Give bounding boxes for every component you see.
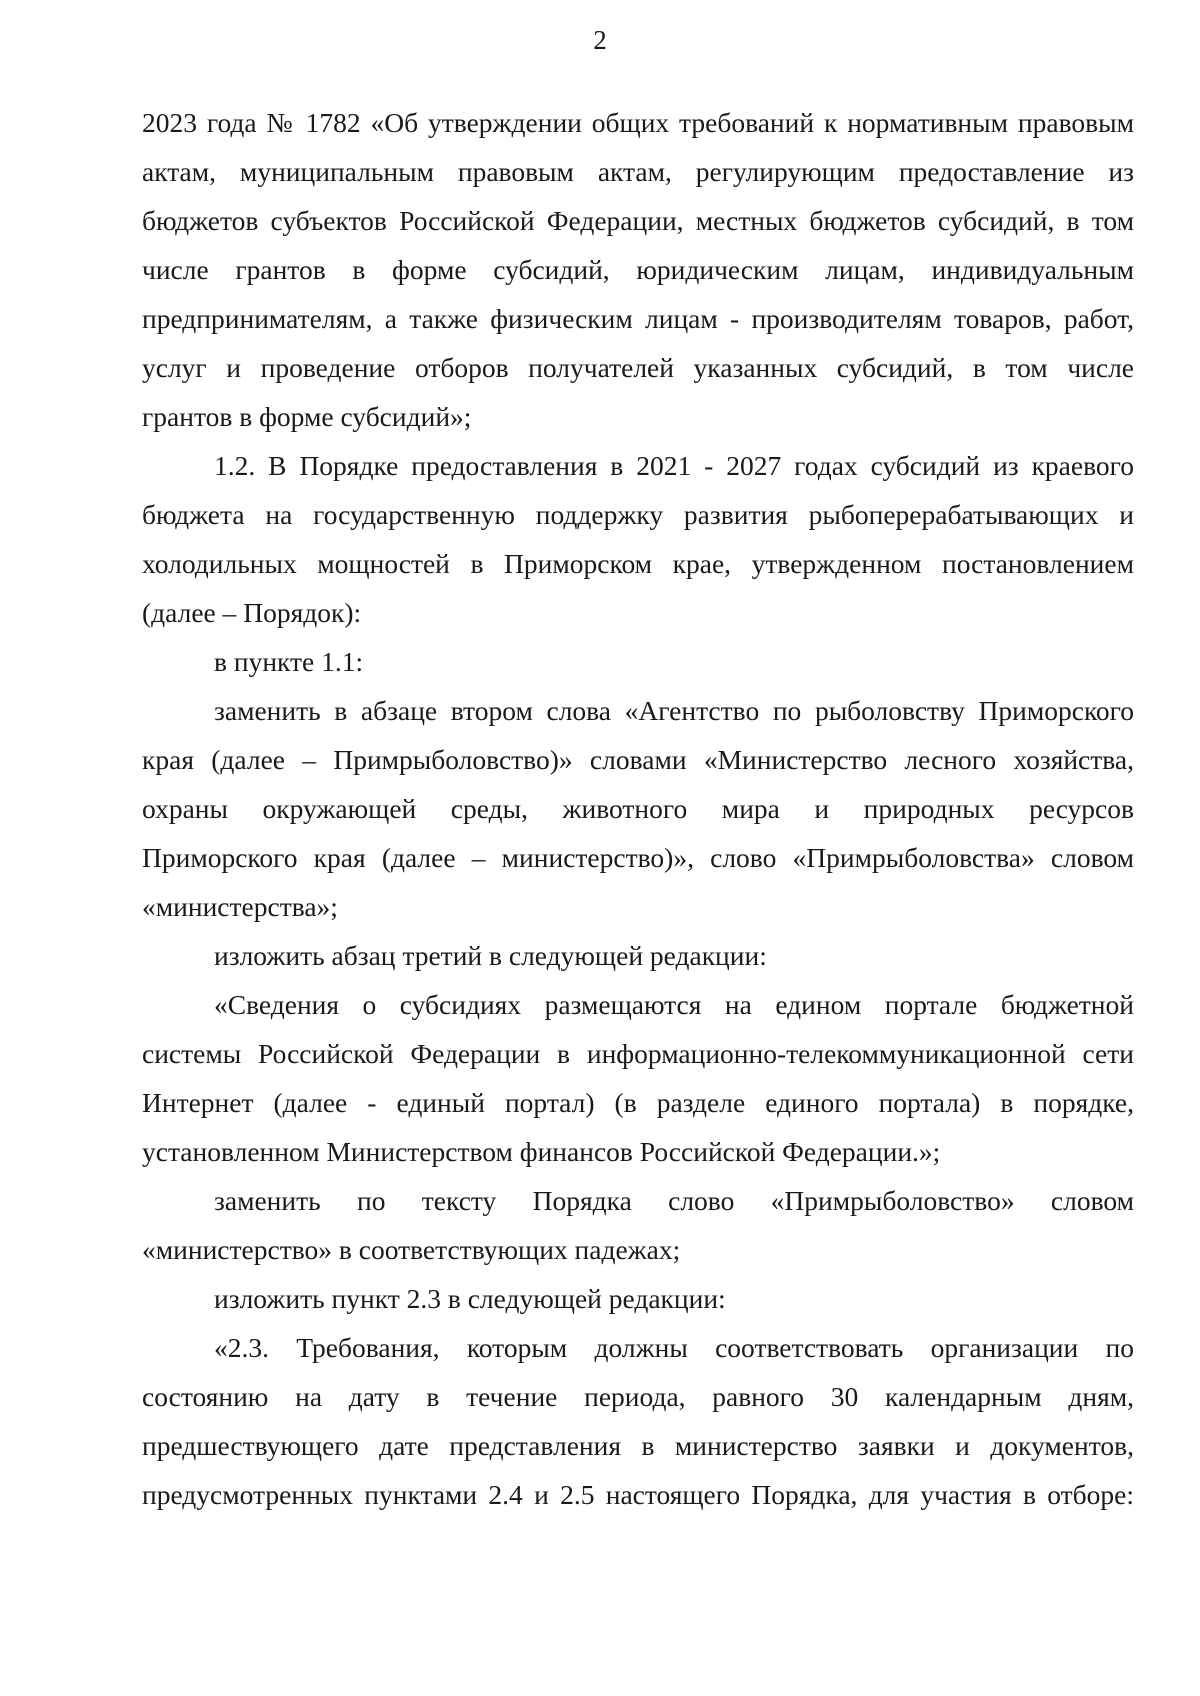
text-line: актам, муниципальным правовым актам, регулирующим предоставление из	[142, 156, 1134, 187]
text-line: предусмотренных пунктами 2.4 и 2.5 настоящего Порядка, для участия в отборе:	[142, 1479, 1134, 1510]
text-line: состоянию на дату в течение периода, равного 30 календарным дням,	[142, 1381, 1134, 1412]
text-line: заменить по тексту Порядка слово «Примрыболовство» словом	[214, 1185, 1134, 1216]
text-line: края (далее – Примрыболовство)» словами «Министерство лесного хозяйства,	[142, 744, 1134, 775]
text-line: установленном Министерством финансов Российской Федерации.»;	[142, 1136, 941, 1167]
text-line: охраны окружающей среды, животного мира и природных ресурсов	[142, 793, 1134, 824]
page-number: 2	[593, 25, 607, 55]
text-line: «министерство» в соответствующих падежах;	[142, 1234, 681, 1265]
text-line: бюджетов субъектов Российской Федерации, местных бюджетов субсидий, в том	[142, 205, 1134, 236]
text-line: 1.2. В Порядке предоставления в 2021 - 2027 годах субсидий из краевого	[214, 450, 1134, 481]
text-line: системы Российской Федерации в информационно-телекоммуникационной сети	[142, 1038, 1134, 1069]
text-line: Приморского края (далее – министерство)», слово «Примрыболовства» словом	[142, 842, 1134, 873]
text-line: Интернет (далее - единый портал) (в разделе единого портала) в порядке,	[142, 1087, 1134, 1118]
text-line: «Сведения о субсидиях размещаются на едином портале бюджетной	[214, 989, 1134, 1020]
text-line: холодильных мощностей в Приморском крае, утвержденном постановлением	[142, 548, 1134, 579]
text-line: числе грантов в форме субсидий, юридическим лицам, индивидуальным	[142, 254, 1134, 285]
text-line: изложить абзац третий в следующей редакции:	[214, 940, 767, 971]
text-line: «2.3. Требования, которым должны соответствовать организации по	[214, 1332, 1134, 1363]
text-line: 2023 года № 1782 «Об утверждении общих требований к нормативным правовым	[142, 107, 1134, 138]
text-line: бюджета на государственную поддержку развития рыбоперерабатывающих и	[142, 499, 1134, 530]
text-line: грантов в форме субсидий»;	[142, 401, 472, 432]
text-line: предпринимателям, а также физическим лицам - производителям товаров, работ,	[142, 303, 1134, 334]
document-body	[142, 98, 1134, 1519]
text-line: изложить пункт 2.3 в следующей редакции:	[214, 1283, 726, 1314]
text-line: «министерства»;	[142, 891, 338, 922]
text-line: в пункте 1.1:	[214, 646, 364, 677]
text-line: предшествующего дате представления в министерство заявки и документов,	[142, 1430, 1134, 1461]
text-line: заменить в абзаце втором слова «Агентство по рыболовству Приморского	[214, 695, 1134, 726]
text-line: (далее – Порядок):	[142, 597, 362, 628]
text-line: услуг и проведение отборов получателей указанных субсидий, в том числе	[142, 352, 1134, 383]
